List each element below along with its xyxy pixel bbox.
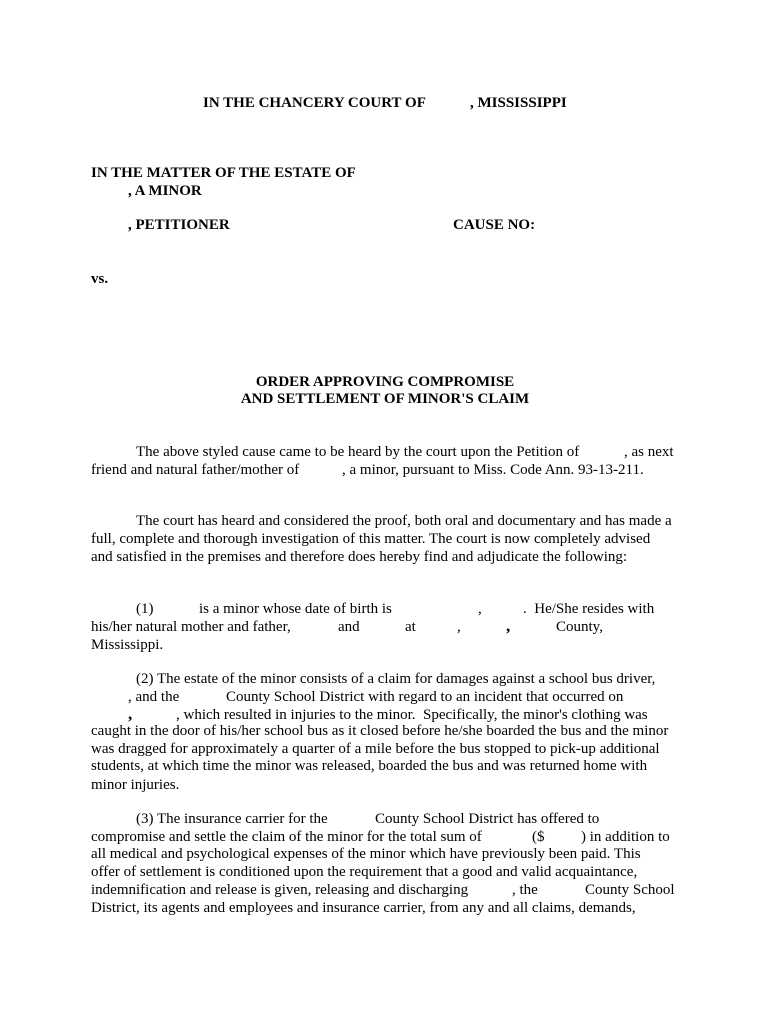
item1-state: Mississippi. bbox=[91, 637, 164, 653]
para2-line2: full, complete and thorough investigation of this matter. The court is now completely advised bbox=[91, 531, 651, 547]
item3-line2a: compromise and settle the claim of the minor for the total sum of bbox=[91, 829, 482, 845]
para2-line1: The court has heard and considered the proof, both oral and documentary and has made a bbox=[136, 513, 672, 529]
order-title bbox=[0, 374, 770, 408]
item2-line3: , which resulted in injuries to the minor. Specifically, the minor's clothing was bbox=[176, 707, 648, 723]
item3-line3: all medical and psychological expenses of the minor which have previously been paid. This bbox=[91, 846, 641, 862]
item3-line5a: indemnification and release is given, releasing and discharging bbox=[91, 882, 469, 898]
caption-petitioner: , PETITIONER bbox=[128, 217, 230, 233]
para1-line1a: The above styled cause came to be heard by the court upon the Petition of bbox=[136, 444, 580, 460]
order-title-line2: AND SETTLEMENT OF MINOR'S CLAIM bbox=[240, 391, 530, 407]
item3-line4: offer of settlement is conditioned upon the requirement that a good and valid acquaintance, bbox=[91, 864, 638, 880]
item3-line2b: ($ bbox=[532, 829, 545, 845]
item2-line7: minor injuries. bbox=[91, 777, 180, 793]
item2-line1: (2) The estate of the minor consists of a claim for damages against a school bus driver, bbox=[136, 671, 656, 687]
item2-line4: caught in the door of his/her school bus as it closed before he/she boarded the bus and the minor bbox=[91, 723, 669, 739]
item2-line5: was dragged for approximately a quarter of a mile before the bus stopped to pick-up additional bbox=[91, 741, 660, 757]
item1-number: (1) bbox=[136, 601, 154, 617]
item2-line6: students, at which time the minor was released, boarded the bus and was returned home with bbox=[91, 758, 648, 774]
item1-county: County, bbox=[556, 619, 603, 635]
item1-text-a: is a minor whose date of birth is bbox=[199, 601, 392, 617]
para2-line3: and satisfied in the premises and therefore does hereby find and adjudicate the following: bbox=[91, 549, 628, 565]
item1-comma: , bbox=[478, 601, 482, 617]
court-heading-suffix: , MISSISSIPPI bbox=[470, 95, 567, 111]
item1-comma2: , bbox=[457, 619, 461, 635]
court-heading-prefix: IN THE CHANCERY COURT OF bbox=[203, 95, 426, 111]
item3-line5b: , the bbox=[512, 882, 538, 898]
caption-versus: vs. bbox=[91, 271, 109, 287]
item3-line1a: (3) The insurance carrier for the bbox=[136, 811, 328, 827]
item1-at: at bbox=[405, 619, 416, 635]
caption-matter: IN THE MATTER OF THE ESTATE OF bbox=[91, 165, 356, 181]
caption-cause-no: CAUSE NO: bbox=[453, 217, 536, 233]
para1-line2b: , a minor, pursuant to Miss. Code Ann. 93-13-211. bbox=[342, 462, 644, 478]
item3-line5c: County School bbox=[585, 882, 675, 898]
order-title-line1: ORDER APPROVING COMPROMISE bbox=[255, 374, 515, 390]
item1-text-b: . He/She resides with bbox=[523, 601, 655, 617]
item2-line2b: County School District with regard to an incident that occurred on bbox=[226, 689, 624, 705]
item2-line2a: , and the bbox=[128, 689, 180, 705]
item2-line3-comma: , bbox=[128, 704, 133, 723]
item1-and: and bbox=[338, 619, 360, 635]
para1-line2a: friend and natural father/mother of bbox=[91, 462, 300, 478]
item3-line2c: ) in addition to bbox=[581, 829, 670, 845]
para1-line1b: , as next bbox=[624, 444, 674, 460]
item1-text-c: his/her natural mother and father, bbox=[91, 619, 291, 635]
item3-line6: District, its agents and employees and insurance carrier, from any and all claims, demands, bbox=[91, 900, 636, 916]
item3-line1b: County School District has offered to bbox=[375, 811, 600, 827]
caption-minor: , A MINOR bbox=[128, 183, 202, 199]
item1-comma3: , bbox=[506, 616, 511, 635]
